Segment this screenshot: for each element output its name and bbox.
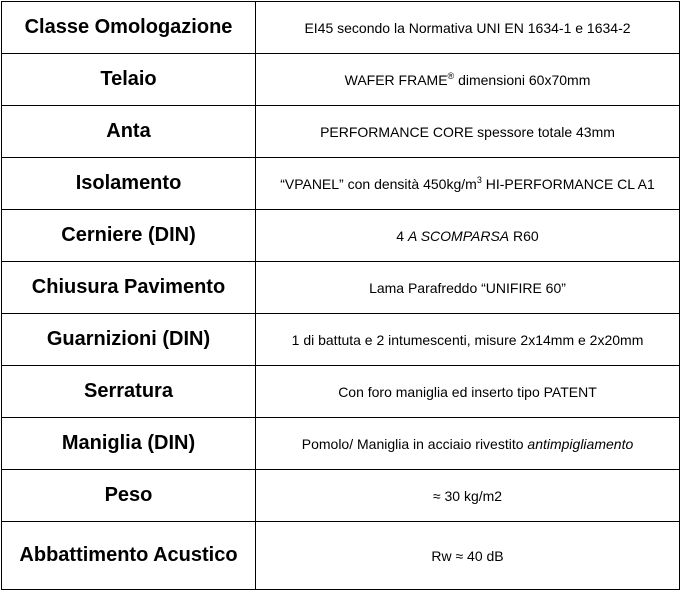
value-text: “VPANEL” con densità 450kg/m <box>280 175 477 192</box>
row-label: Maniglia (DIN) <box>2 418 256 470</box>
value-text: WAFER FRAME <box>344 71 448 88</box>
table-row <box>2 2 680 54</box>
table-row <box>2 262 680 314</box>
spec-table <box>1 1 680 590</box>
table-row <box>2 106 680 158</box>
value-text: 4 <box>396 227 408 244</box>
row-label: Serratura <box>2 366 256 418</box>
row-value: Lama Parafreddo “UNIFIRE 60” <box>256 262 680 314</box>
row-value <box>256 158 680 210</box>
table-row <box>2 54 680 106</box>
row-value <box>256 210 680 262</box>
row-value <box>256 418 680 470</box>
table-row <box>2 366 680 418</box>
row-label: Isolamento <box>2 158 256 210</box>
table-row <box>2 210 680 262</box>
row-value: ≈ 30 kg/m2 <box>256 470 680 522</box>
row-label: Peso <box>2 470 256 522</box>
row-label: Classe Omologazione <box>2 2 256 54</box>
value-text-suffix: dimensioni 60x70mm <box>454 71 591 88</box>
row-value: Rw ≈ 40 dB <box>256 522 680 590</box>
row-value <box>256 54 680 106</box>
value-text: Pomolo/ Maniglia in acciaio rivestito <box>301 435 528 452</box>
row-label: Guarnizioni (DIN) <box>2 314 256 366</box>
value-text-suffix: R60 <box>509 227 539 244</box>
row-label: Telaio <box>2 54 256 106</box>
row-label: Anta <box>2 106 256 158</box>
row-value: 1 di battuta e 2 intumescenti, misure 2x14mm e 2x20mm <box>256 314 680 366</box>
row-value: PERFORMANCE CORE spessore totale 43mm <box>256 106 680 158</box>
superscript-exponent: 3 <box>476 174 482 185</box>
table-row <box>2 470 680 522</box>
registered-mark: ® <box>447 70 455 81</box>
value-text-italic: A SCOMPARSA <box>407 227 510 244</box>
row-label: Chiusura Pavimento <box>2 262 256 314</box>
row-value: Con foro maniglia ed inserto tipo PATENT <box>256 366 680 418</box>
row-label: Cerniere (DIN) <box>2 210 256 262</box>
row-label: Abbattimento Acustico <box>2 522 256 590</box>
table-row <box>2 158 680 210</box>
table-row <box>2 314 680 366</box>
table-row <box>2 418 680 470</box>
row-value: EI45 secondo la Normativa UNI EN 1634-1 e 1634-2 <box>256 2 680 54</box>
table-row <box>2 522 680 590</box>
value-text-italic: antimpigliamento <box>527 435 634 452</box>
value-text-suffix: HI-PERFORMANCE CL A1 <box>481 175 655 192</box>
